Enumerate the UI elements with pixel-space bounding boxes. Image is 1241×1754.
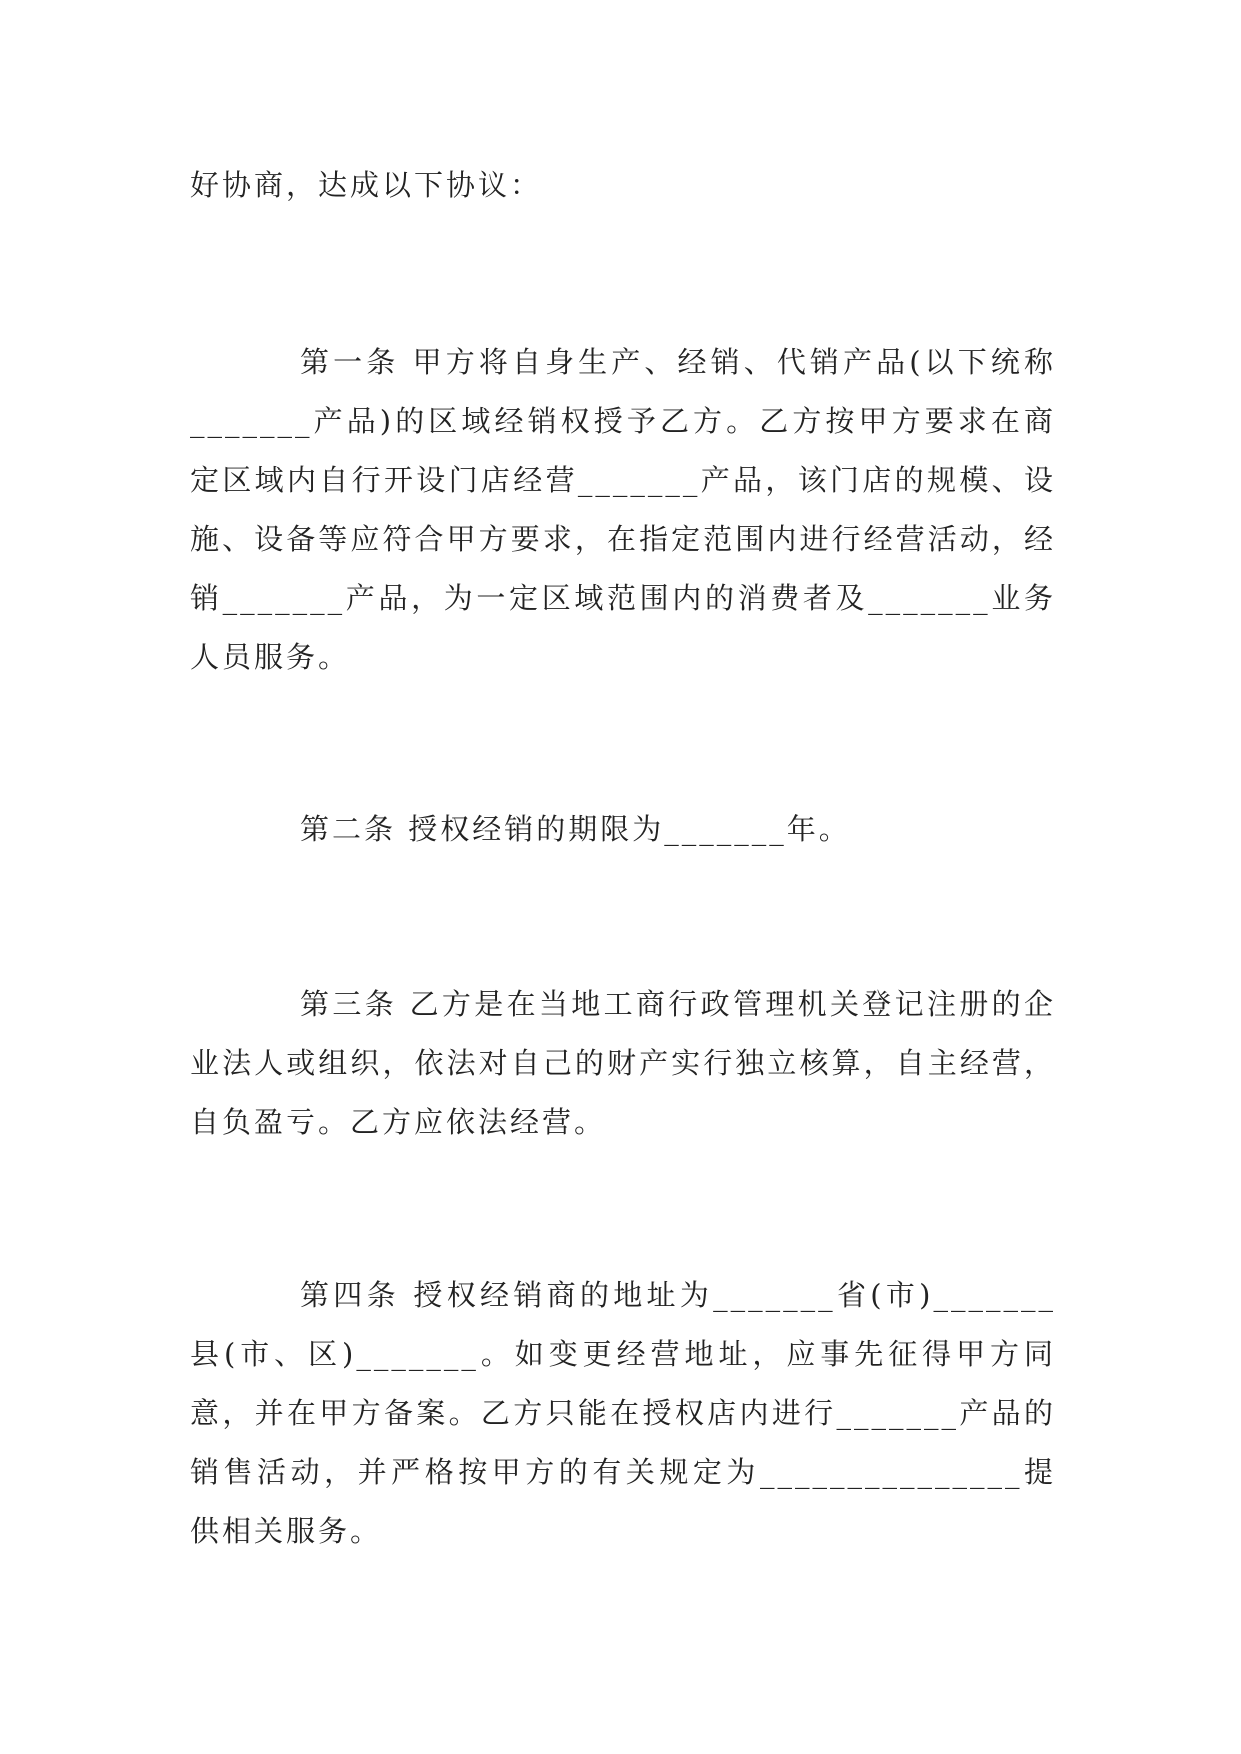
paragraph-article-4: 第四条 授权经销商的地址为_______省(市)_______县(市、区)_______。如变更经营地址，应事先征得甲方同意，并在甲方备案。乙方只能在授权店内进行_______产品的销售活动，并严格按甲方的有关规定为_______________提供相关服务。 — [190, 1278, 1056, 1548]
paragraph-article-3: 第三条 乙方是在当地工商行政管理机关登记注册的企业法人或组织，依法对自己的财产实行独立核算，自主经营，自负盈亏。乙方应依法经营。 — [190, 987, 1056, 1139]
paragraph-intro-continuation: 好协商，达成以下协议： — [190, 168, 543, 202]
paragraph-article-2: 第二条 授权经销的期限为_______年。 — [300, 812, 851, 846]
paragraph-article-1: 第一条 甲方将自身生产、经销、代销产品(以下统称_______产品)的区域经销权授予乙方。乙方按甲方要求在商定区域内自行开设门店经营_______产品，该门店的规模、设施、设备等应符合甲方要求，在指定范围内进行经营活动，经销_______产品，为一定区域范围内的消费者及_______业务人员服务。 — [190, 345, 1056, 674]
